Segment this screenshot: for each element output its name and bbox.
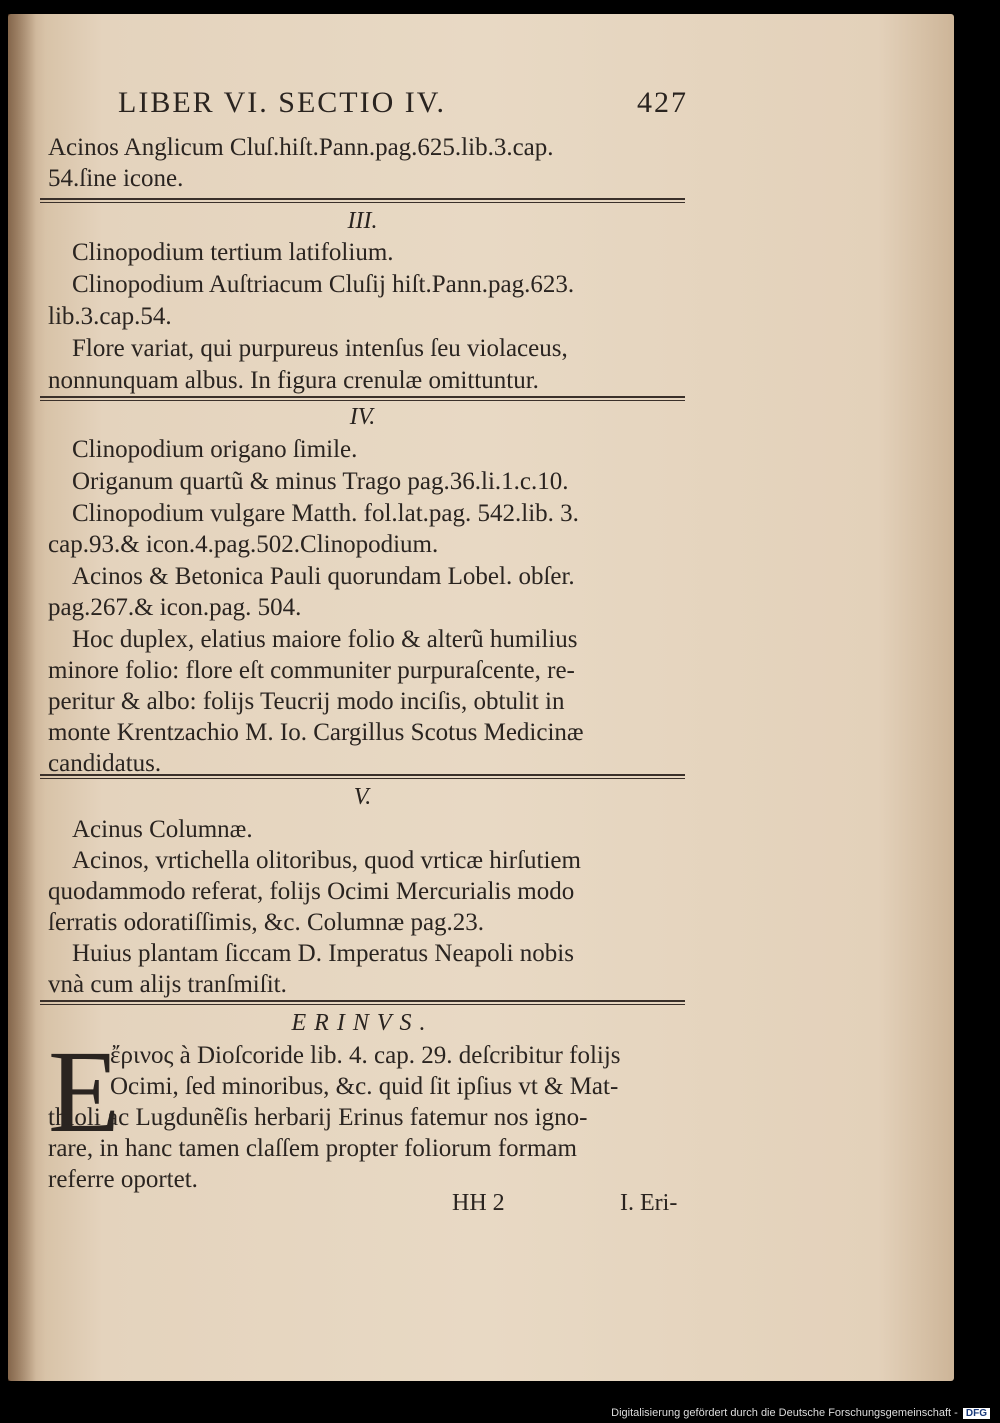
top-line-1: Acinos Anglicum Cluſ.hiſt.Pann.pag.625.lib.3.cap. xyxy=(48,134,554,161)
page-number: 427 xyxy=(637,86,688,119)
text-line: lib.3.cap.54. xyxy=(48,303,172,330)
text-line: thioli ac Lugdunẽſis herbarij Erinus fatemur nos igno- xyxy=(48,1104,588,1131)
catchword: I. Eri- xyxy=(620,1190,678,1216)
top-line-2: 54.ſine icone. xyxy=(48,165,184,192)
text-line: Hoc duplex, elatius maiore folio & alterũ humilius xyxy=(72,626,578,653)
text-line: ſerratis odoratiſſimis, &c. Columnæ pag.23. xyxy=(48,909,485,936)
text-line: Clinopodium Auſtriacum Cluſij hiſt.Pann.pag.623. xyxy=(72,271,575,298)
drop-cap: E xyxy=(48,1026,121,1157)
running-head-title: LIBER VI. SECTIO IV. xyxy=(118,86,447,119)
text-line: Flore variat, qui purpureus intenſus ſeu violaceus, xyxy=(72,335,568,362)
text-line: cap.93.& icon.4.pag.502.Clinopodium. xyxy=(48,531,439,558)
text-line: Acinus Columnæ. xyxy=(72,816,253,843)
text-line: Acinos, vrtichella olitoribus, quod vrticæ hirſutiem xyxy=(72,847,581,874)
section-heading: ERINVS. xyxy=(291,1010,434,1036)
text-line: minore folio: flore eſt communiter purpuraſcente, re- xyxy=(48,657,575,684)
section-rule xyxy=(40,198,685,203)
section-numeral: V. xyxy=(353,784,372,810)
text-line: nonnunquam albus. In figura crenulæ omittuntur. xyxy=(48,367,539,394)
text-line: Huius plantam ſiccam D. Imperatus Neapoli nobis xyxy=(72,940,574,967)
credit-text: Digitalisierung gefördert durch die Deutsche Forschungsgemeinschaft - xyxy=(611,1407,958,1419)
section-rule xyxy=(40,396,685,401)
text-line: Ocimi, ſed minoribus, &c. quid ſit ipſius vt & Mat- xyxy=(110,1073,619,1100)
text-line: pag.267.& icon.pag. 504. xyxy=(48,594,302,621)
page-gutter-shadow xyxy=(8,14,36,1381)
section-rule xyxy=(40,1000,685,1005)
text-line: ἔρινος à Dioſcoride lib. 4. cap. 29. deſcribitur folijs xyxy=(110,1042,621,1069)
text-line: vnà cum alijs tranſmiſit. xyxy=(48,971,287,998)
text-line: candidatus. xyxy=(48,750,162,777)
dfg-logo: DFG xyxy=(963,1408,990,1419)
digitization-credit xyxy=(611,1407,990,1419)
text-line: Clinopodium tertium latifolium. xyxy=(72,239,394,266)
section-numeral: III. xyxy=(347,208,378,234)
text-line: Acinos & Betonica Pauli quorundam Lobel. obſer. xyxy=(72,563,575,590)
text-line: Clinopodium vulgare Matth. fol.lat.pag. 542.lib. 3. xyxy=(72,500,579,527)
running-head xyxy=(118,86,688,120)
section-numeral: IV. xyxy=(349,404,376,430)
text-line: referre oportet. xyxy=(48,1166,198,1193)
text-line: quodammodo referat, folijs Ocimi Mercurialis modo xyxy=(48,878,575,905)
text-line: monte Krentzachio M. Io. Cargillus Scotus Medicinæ xyxy=(48,719,584,746)
section-rule xyxy=(40,774,685,779)
text-line: Origanum quartũ & minus Trago pag.36.li.1.c.10. xyxy=(72,468,569,495)
text-line: rare, in hanc tamen claſſem propter foliorum formam xyxy=(48,1135,577,1162)
signature-mark: HH 2 xyxy=(452,1190,505,1216)
text-line: Clinopodium origano ſimile. xyxy=(72,436,358,463)
text-line: peritur & albo: folijs Teucrij modo inciſis, obtulit in xyxy=(48,688,565,715)
